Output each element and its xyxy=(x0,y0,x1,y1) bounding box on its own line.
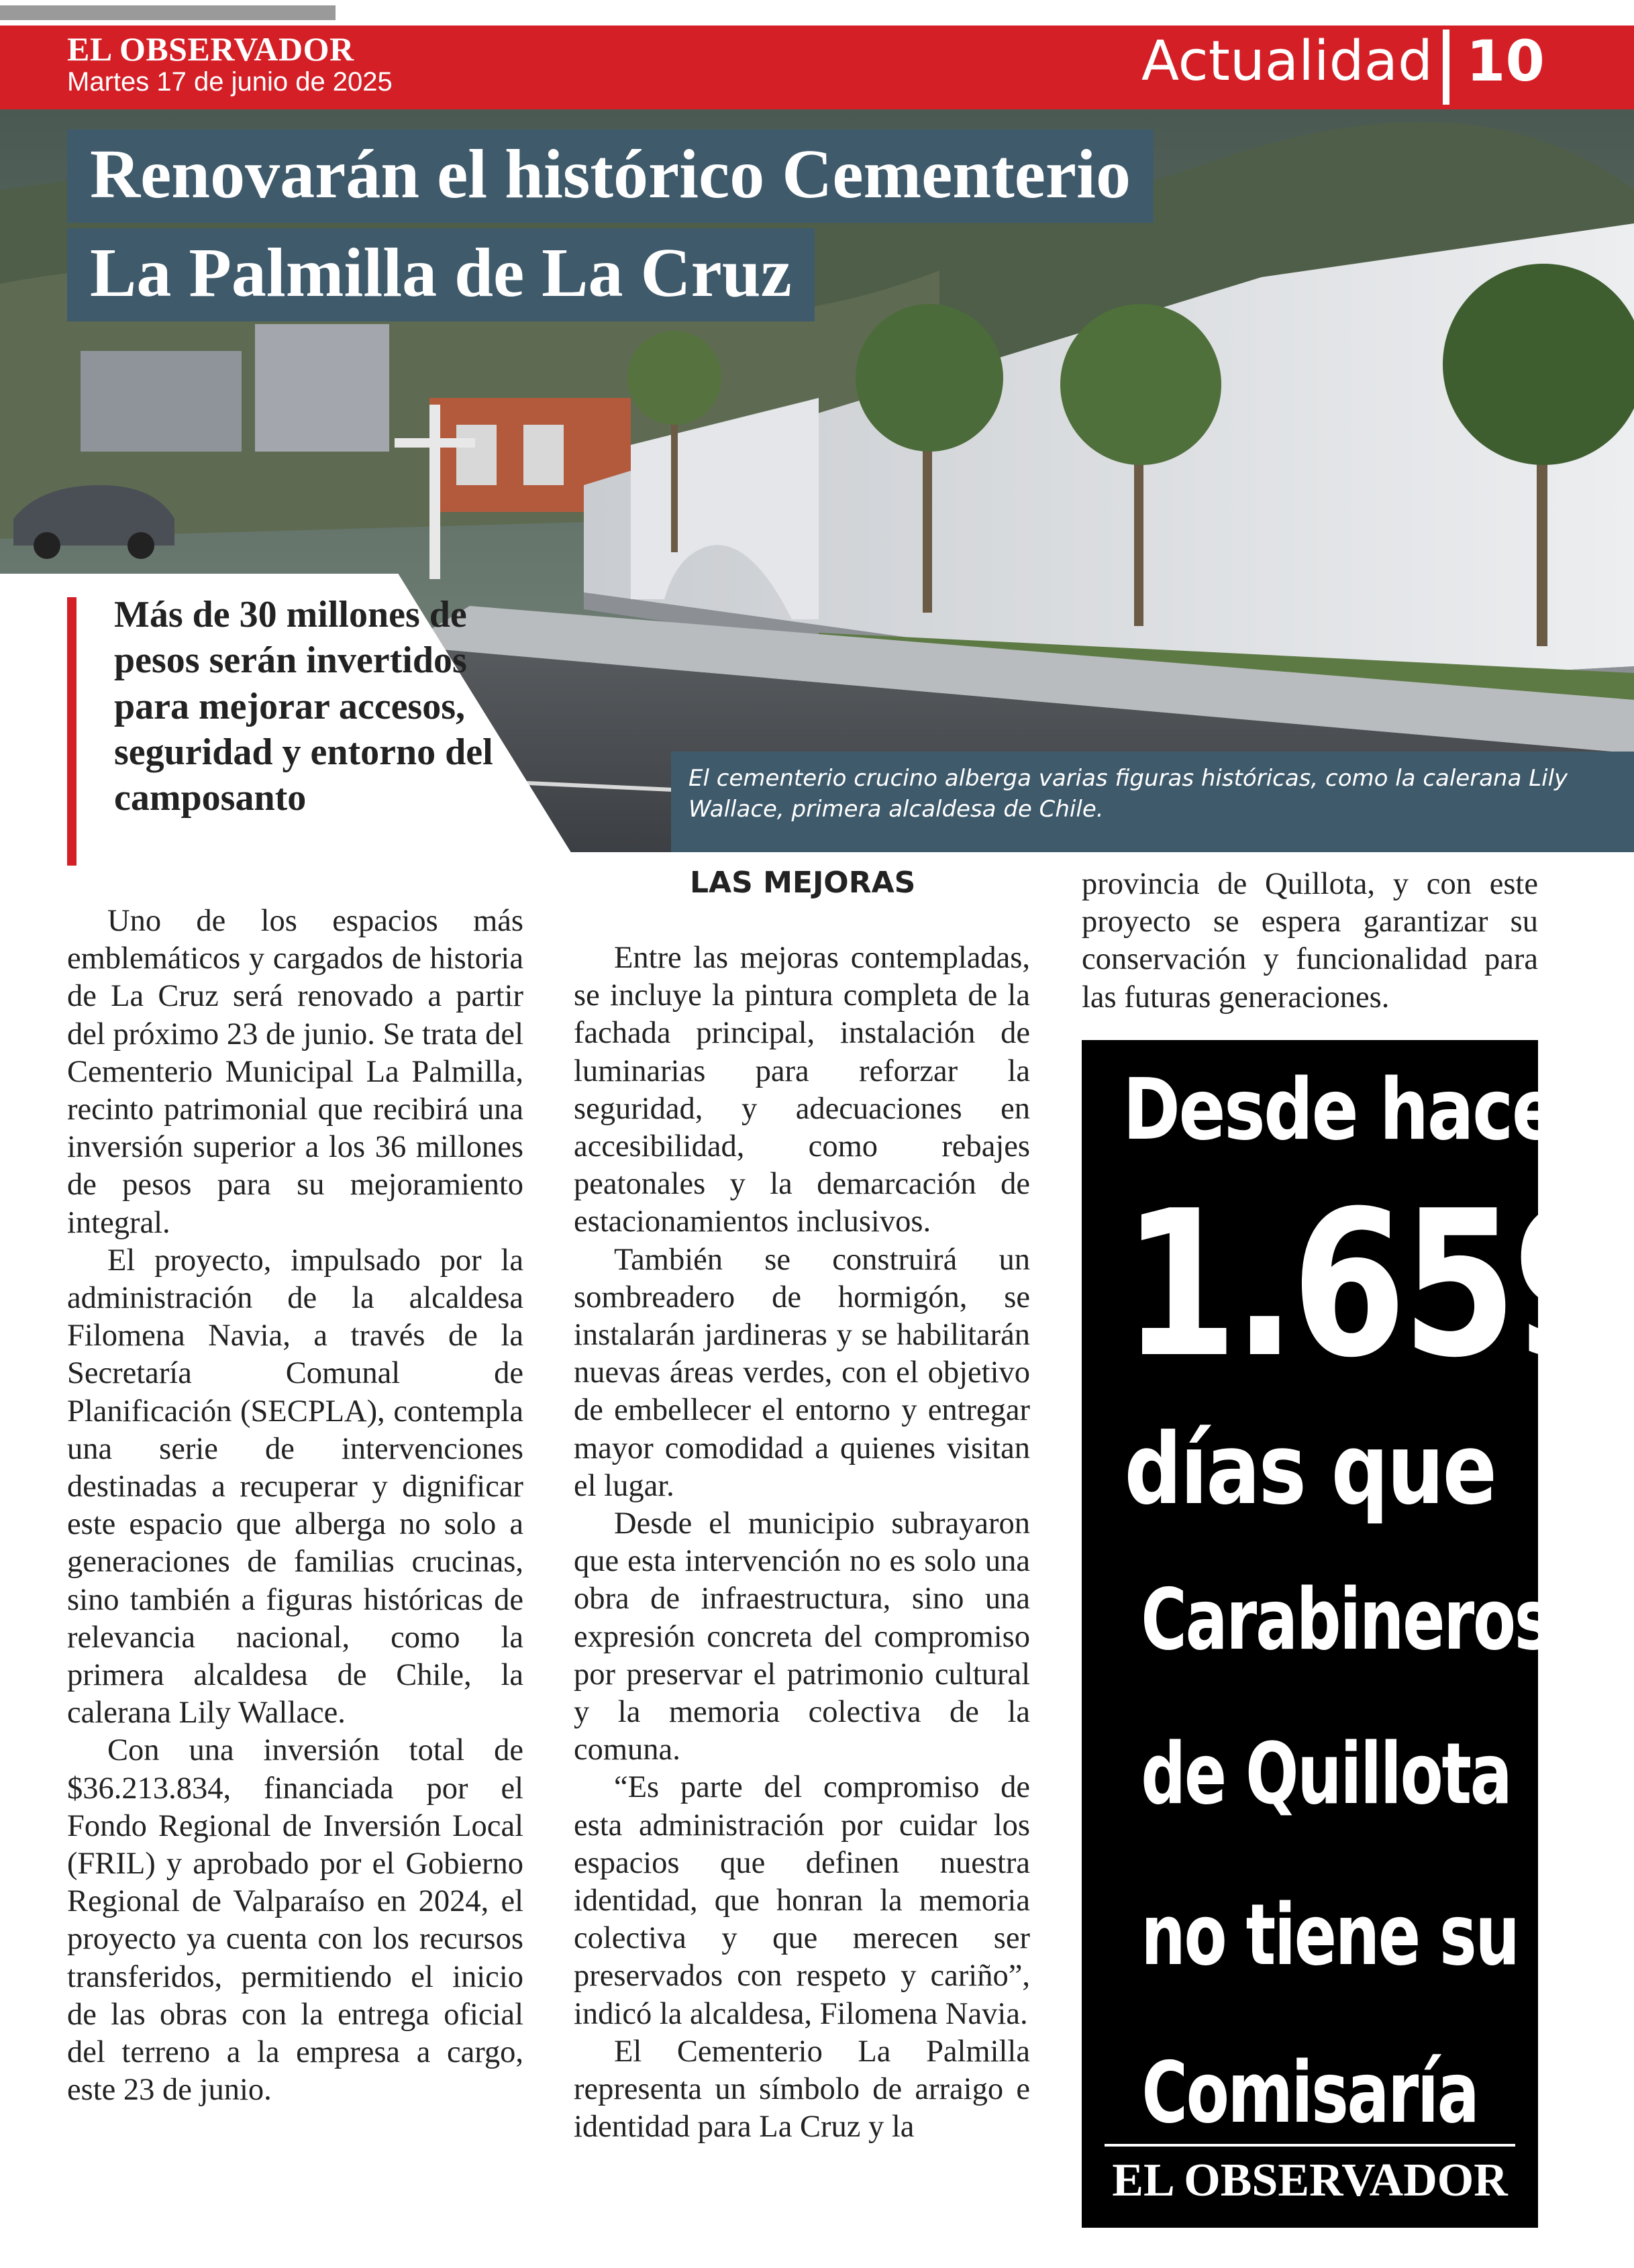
top-grey-strip xyxy=(0,5,336,20)
paragraph: También se construirá un sombreadero de hormigón, se instalarán jardineras y se habilitarán nuevas áreas verdes, con el objetivo de embellecer el entorno y entregar mayor comodidad a quienes visitan el lugar. xyxy=(574,1242,1030,1503)
paragraph: Con una inversión total de $36.213.834, financiada por el Fondo Regional de Inversión Local (FRIL) y aprobado por el Gobierno Regional de Valparaíso en 2024, el proyecto ya cuenta con los recursos transferidos, permitiendo el inicio de las obras con la entrega oficial del terreno a la empresa a cargo, este 23 de junio. xyxy=(67,1733,523,2108)
promo-line: Comisaría xyxy=(1141,2043,1478,2142)
article-column-3 xyxy=(1082,866,1538,1017)
promo-line: días que xyxy=(1124,1412,1496,1527)
promo-day-count: 1.659 xyxy=(1123,1168,1623,1402)
subheadline: Más de 30 millones de pesos serán invertidos para mejorar accesos, seguridad y entorno del camposanto xyxy=(114,594,493,819)
paragraph: Entre las mejoras contempladas, se incluye la pintura completa de la fachada principal, instalación de luminarias para reforzar la seguridad, y adecuaciones en accesibilidad, como rebajes peatonales y la demarcación de estacionamientos inclusivos. xyxy=(574,941,1030,1239)
paragraph: Desde el municipio subrayaron que esta intervención no es solo una obra de infraestructura, sino una expresión concreta del compromiso por preservar el patrimonio cultural y la memoria colectiva de la comuna. xyxy=(574,1506,1030,1767)
promo-line: Desde hace xyxy=(1123,1060,1558,1159)
paragraph: “Es parte del compromiso de esta administración por cuidar los espacios que definen nuestra identidad, que honran la memoria colectiva y que merecen ser preservados con respeto y cariño”, indicó la alcaldesa, Filomena Navia. xyxy=(574,1770,1030,2031)
page-number: 10 xyxy=(1466,28,1545,94)
headline-line-1: Renovarán el histórico Cementerio xyxy=(67,130,1154,223)
article-column-1 xyxy=(67,903,523,2110)
paragraph: El proyecto, impulsado por la administración de la alcaldesa Filomena Navia, a través de la Secretaría Comunal de Planificación (SECPLA), contempla una serie de intervenciones destinadas a recuperar y dignificar este espacio que alberga no solo a generaciones de familias crucinas, sino también a figuras históricas de relevancia nacional, como la primera alcaldesa de Chile, la calerana Lily Wallace. xyxy=(67,1243,523,1731)
promo-line: no tiene su xyxy=(1141,1886,1519,1984)
promo-divider xyxy=(1105,2144,1515,2147)
subheadline-accent-rule xyxy=(67,597,76,866)
subsection-heading: LAS MEJORAS xyxy=(690,866,916,900)
promo-line: Carabineros xyxy=(1141,1570,1551,1669)
headline-line-2: La Palmilla de La Cruz xyxy=(67,228,815,321)
paragraph: provincia de Quillota, y con este proyecto se espera garantizar su conservación y funcionalidad para las futuras generaciones. xyxy=(1082,867,1538,1015)
paragraph: Uno de los espacios más emblemáticos y cargados de historia de La Cruz será renovado a partir del próximo 23 de junio. Se trata del Cementerio Municipal La Palmilla, recinto patrimonial que recibirá una inversión superior a los 36 millones de pesos para su mejoramiento integral. xyxy=(67,904,523,1240)
section-divider xyxy=(1443,30,1449,105)
photo-caption: El cementerio crucino alberga varias figuras históricas, como la calerana Lily Wallace, primera alcaldesa de Chile. xyxy=(671,752,1634,852)
promo-box xyxy=(1082,1040,1623,2228)
section-name: Actualidad xyxy=(1141,30,1433,93)
paragraph: El Cementerio La Palmilla representa un símbolo de arraigo e identidad para La Cruz y la xyxy=(574,2034,1030,2145)
issue-date: Martes 17 de junio de 2025 xyxy=(67,67,393,97)
article-column-2 xyxy=(574,939,1030,2147)
paper-name: EL OBSERVADOR xyxy=(67,30,354,68)
promo-brand: EL OBSERVADOR xyxy=(1112,2155,1508,2206)
promo-line: de Quillota xyxy=(1141,1724,1511,1823)
